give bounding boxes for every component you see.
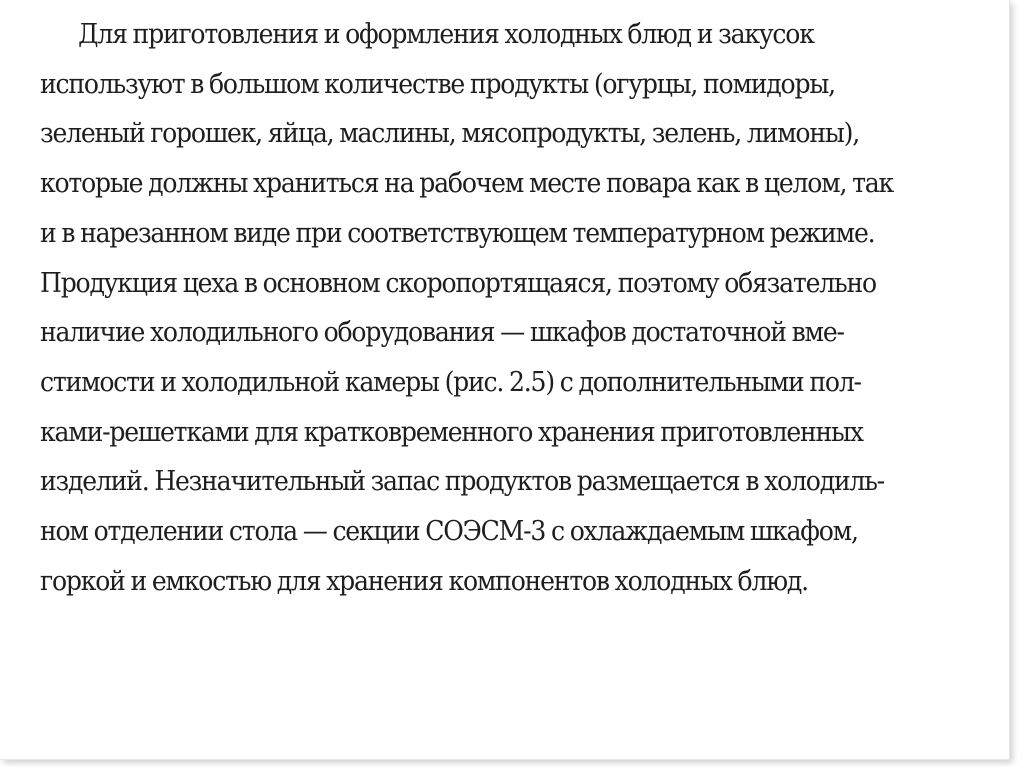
text-line: используют в большом количестве продукты (огурцы, помидоры,	[40, 68, 835, 100]
text-line: Продукция цеха в основном скоропортящаяся, поэтому обязательно	[40, 267, 876, 299]
text-line: и в нарезанном виде при соответствующем температурном режиме.	[40, 217, 875, 249]
text-line: Для приготовления и оформления холодных блюд и закусок	[78, 19, 814, 50]
text-line: стимости и холодильной камеры (рис. 2.5) с дополнительными пол-	[40, 366, 861, 398]
text-line: изделий. Незначительный запас продуктов размещается в холодиль-	[40, 466, 884, 498]
text-line: горкой и емкостью для хранения компонентов холодных блюд.	[40, 565, 808, 597]
text-line: ками-решетками для кратковременного хранения приготовленных	[40, 416, 863, 448]
text-line: ном отделении стола — секции СОЭСМ-3 с охлаждаемым шкафом,	[40, 516, 858, 548]
text-line: которые должны храниться на рабочем месте повара как в целом, так	[40, 168, 893, 200]
paragraph	[40, 10, 893, 606]
text-line: зеленый горошек, яйца, маслины, мясопродукты, зелень, лимоны),	[40, 118, 860, 150]
text-line: наличие холодильного оборудования — шкафов достаточной вме-	[40, 317, 844, 349]
